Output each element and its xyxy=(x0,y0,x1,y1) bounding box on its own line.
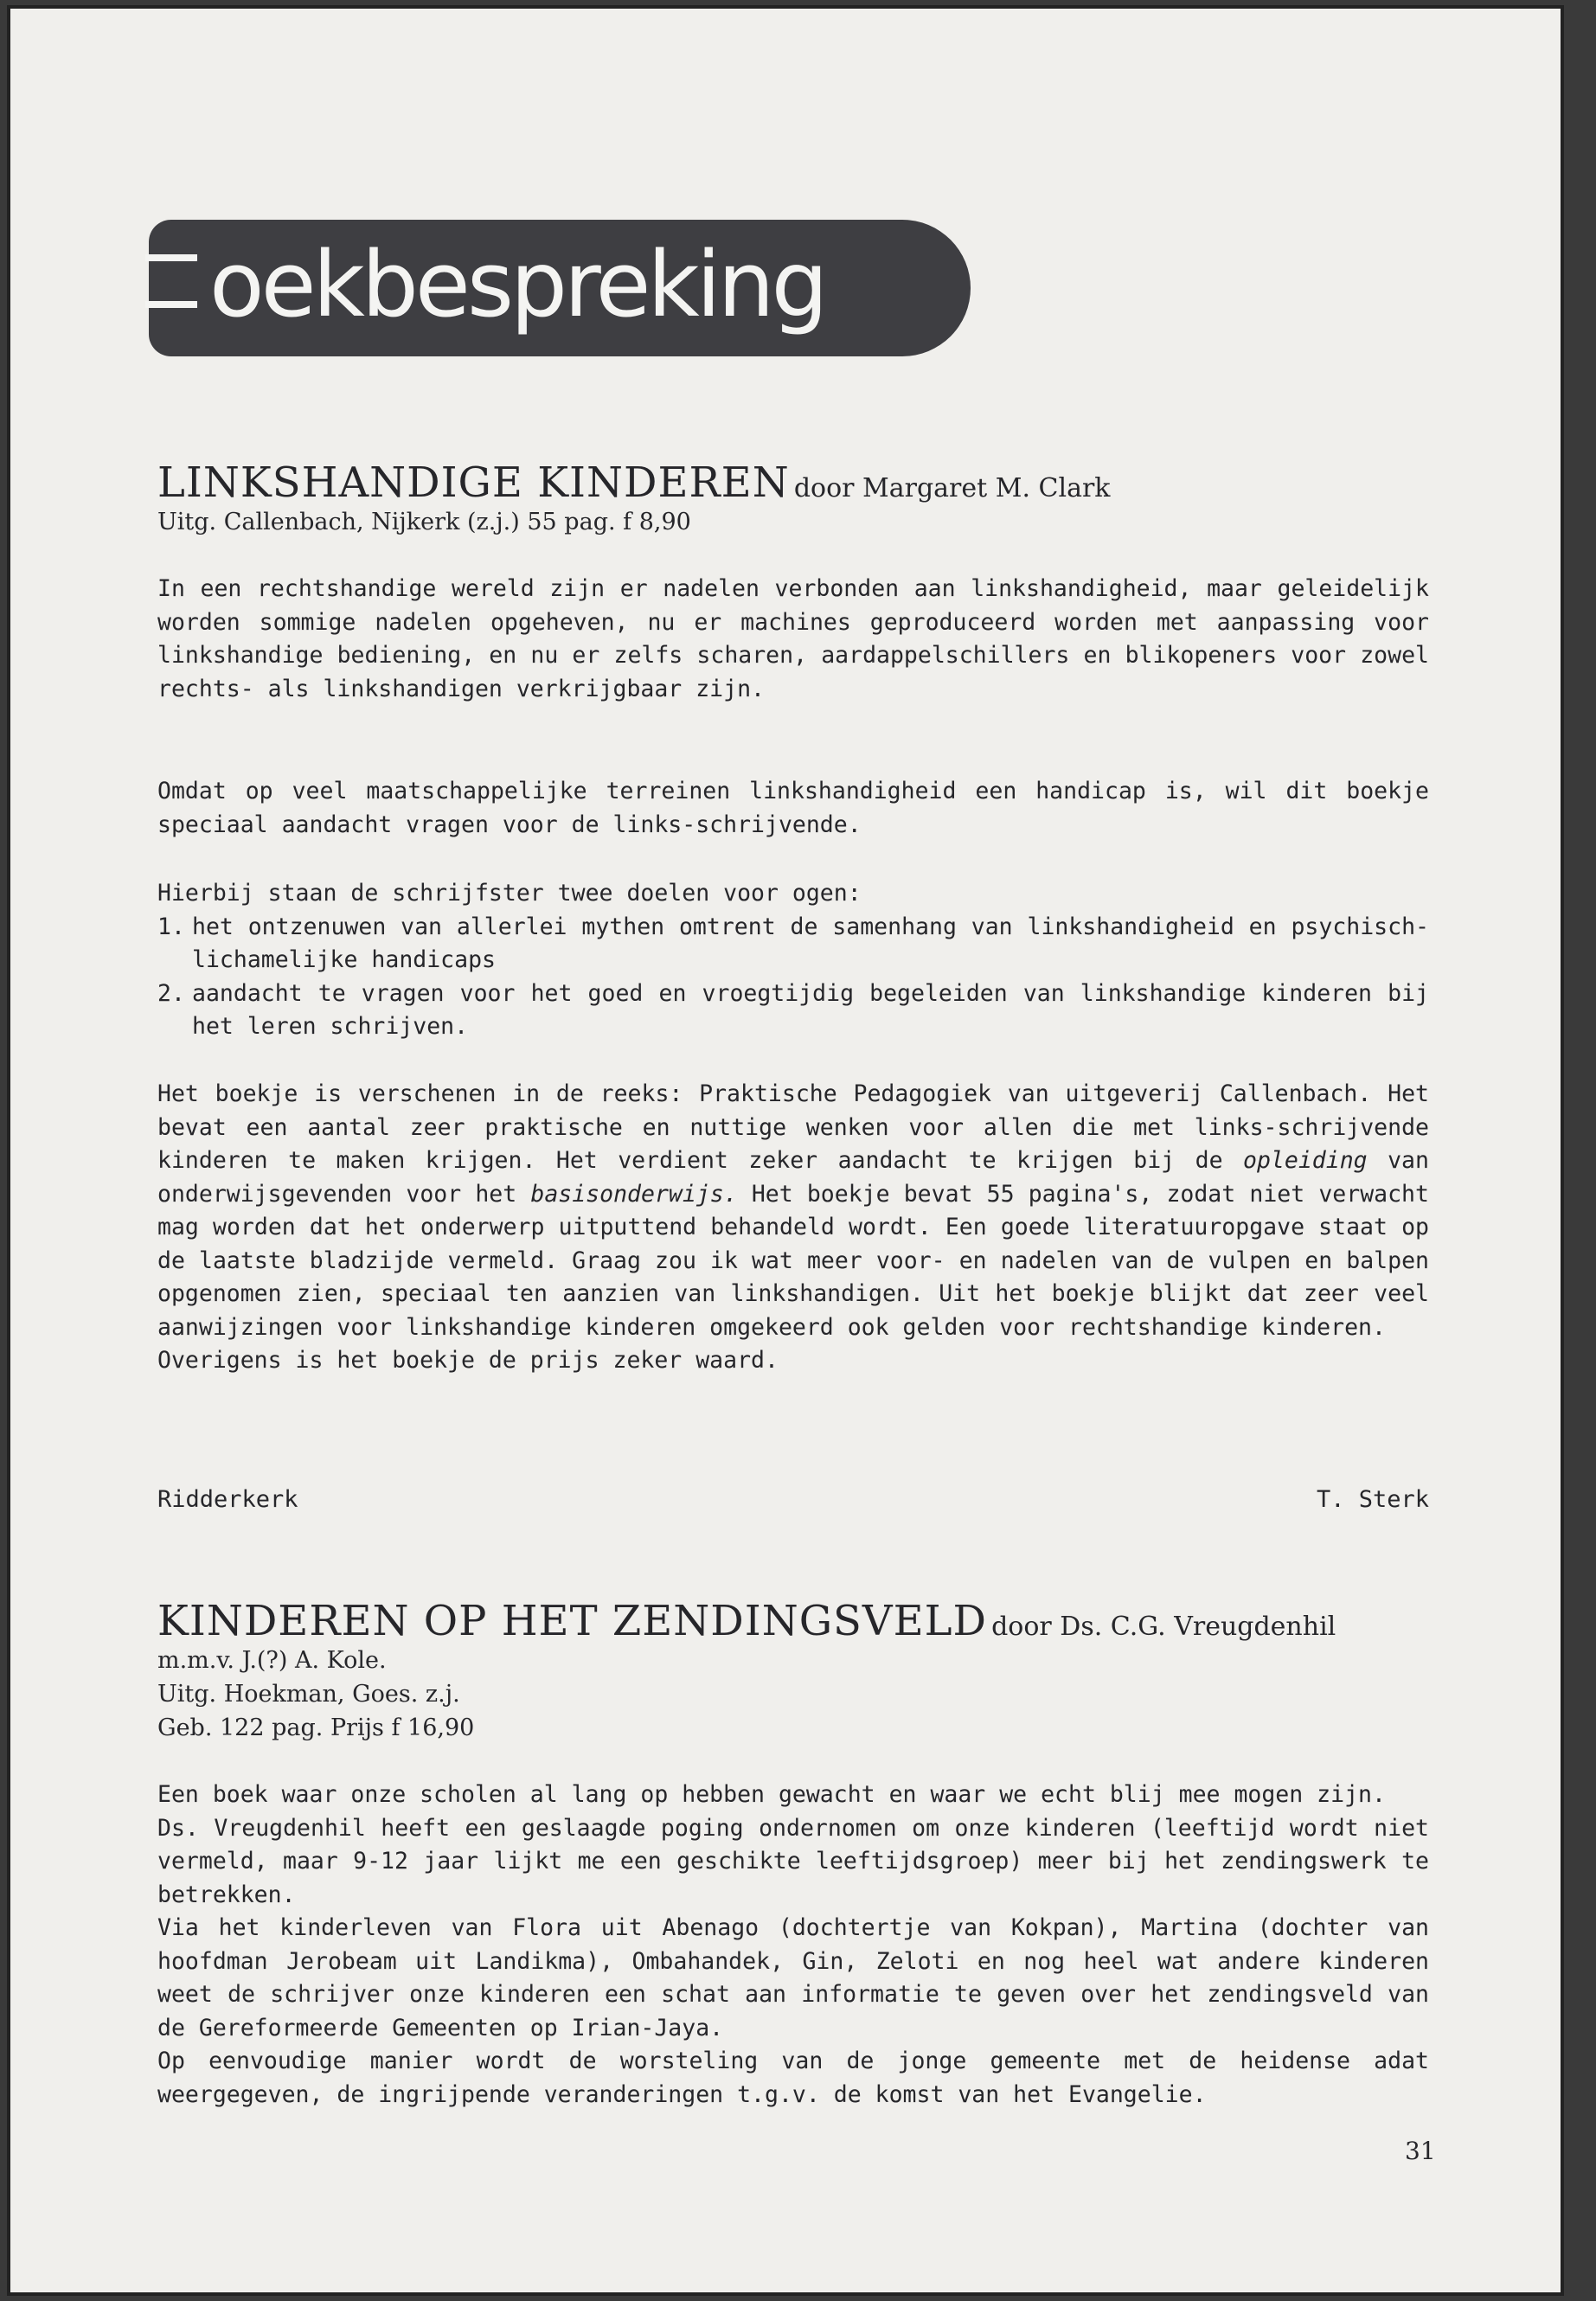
emphasis-opleiding: opleiding xyxy=(1243,1147,1368,1174)
review2-meta-1: m.m.v. J.(?) A. Kole. xyxy=(157,1647,387,1674)
review1-paragraph-2: Omdat op veel maatschappelijke terreinen linkshandigheid een handicap is, wil dit boekje speciaal aandacht vragen voor de links-schrijvende. xyxy=(157,778,1429,838)
review2-paragraph: Een boek waar onze scholen al lang op hebben gewacht en waar we echt blij mee mogen zijn. xyxy=(157,1781,1386,1808)
review1-heading xyxy=(157,458,1429,507)
review2-meta-2: Uitg. Hoekman, Goes. z.j. xyxy=(157,1681,460,1708)
banner-letter-b-mark xyxy=(145,254,197,308)
goals-intro: Hierbij staan de schrijfster twee doelen voor ogen: xyxy=(157,880,862,907)
review2-heading xyxy=(157,1597,1429,1645)
review1-publisher: Uitg. Callenbach, Nijkerk (z.j.) 55 pag. f 8,90 xyxy=(157,509,691,535)
review1-paragraph-3: Het boekje is verschenen in de reeks: Praktische Pedagogiek van uitgeverij Callenbach. Het bevat een aantal zeer praktische en nuttige wenken voor allen die met links-schrijvende kinderen te maken krijgen. Het verdient zeker aandacht te krijgen bij de opleiding van onderwijsgevenden voor het basisonderwijs. Het boekje bevat 55 pagina's, zodat niet verwacht mag worden dat het onderwerp uitputtend behandeld wordt. Een goede literatuuropgave staat op de laatste bladzijde vermeld. Graag zou ik wat meer voor- en nadelen van de vulpen en balpen opgenomen zien, speciaal ten aanzien van linkshandigen. Uit het boekje blijkt dat zeer veel aanwijzingen voor linkshandige kinderen omgekeerd ook gelden voor rechtshandige kinderen. Overigens is het boekje de prijs zeker waard. xyxy=(157,1078,1429,1378)
review1-title: LINKSHANDIGE KINDEREN xyxy=(157,458,790,507)
list-item: 2. aandacht te vragen voor het goed en vroegtijdig begeleiden van linkshandige kinderen bij het leren schrijven. xyxy=(157,979,1429,1040)
review1-signature xyxy=(157,1486,1429,1513)
banner-title: oekbespreking xyxy=(209,232,825,337)
review2-title: KINDEREN OP HET ZENDINGSVELD xyxy=(157,1597,987,1645)
section-banner xyxy=(149,220,971,356)
page-number: 31 xyxy=(1405,2137,1436,2165)
review2-body xyxy=(157,1779,1429,2112)
review1-reviewer: T. Sterk xyxy=(1316,1486,1429,1513)
emphasis-basisonderwijs: basisonderwijs. xyxy=(530,1180,738,1208)
review2-paragraph: Ds. Vreugdenhil heeft een geslaagde poging ondernomen om onze kinderen (leeftijd wordt niet vermeld, maar 9-12 jaar lijkt me een geschikte leeftijdsgroep) meer bij het zendingswerk te betrekken. xyxy=(157,1814,1429,1908)
review1-place: Ridderkerk xyxy=(157,1486,298,1513)
review1-goals xyxy=(157,877,1429,1044)
page xyxy=(7,5,1564,2296)
review2-meta-3: Geb. 122 pag. Prijs f 16,90 xyxy=(157,1715,475,1741)
review2-author: door Ds. C.G. Vreugdenhil xyxy=(991,1612,1336,1642)
list-item: 1. het ontzenuwen van allerlei mythen omtrent de samenhang van linkshandigheid en psychisch-lichamelijke handicaps xyxy=(157,913,1429,973)
review1-paragraph-4: Overigens is het boekje de prijs zeker waard. xyxy=(157,1347,779,1374)
review2-paragraph: Op eenvoudige manier wordt de worsteling van de jonge gemeente met de heidense adat weergegeven, de ingrijpende veranderingen t.g.v. de komst van het Evangelie. xyxy=(157,2048,1429,2108)
review1-author: door Margaret M. Clark xyxy=(793,473,1111,503)
review1-paragraph-1: In een rechtshandige wereld zijn er nadelen verbonden aan linkshandigheid, maar geleidelijk worden sommige nadelen opgeheven, nu er machines geproduceerd worden met aanpassing voor linkshandige bediening, en nu er zelfs scharen, aardappelschillers en blikopeners voor zowel rechts- als linkshandigen verkrijgbaar zijn. xyxy=(157,575,1429,702)
review2-paragraph: Via het kinderleven van Flora uit Abenago (dochtertje van Kokpan), Martina (dochter van hoofdman Jerobeam uit Landikma), Ombahandek, Gin, Zeloti en nog heel wat andere kinderen weet de schrijver onze kinderen een schat aan informatie te geven over het zendingsveld van de Gereformeerde Gemeenten op Irian-Jaya. xyxy=(157,1914,1429,2041)
